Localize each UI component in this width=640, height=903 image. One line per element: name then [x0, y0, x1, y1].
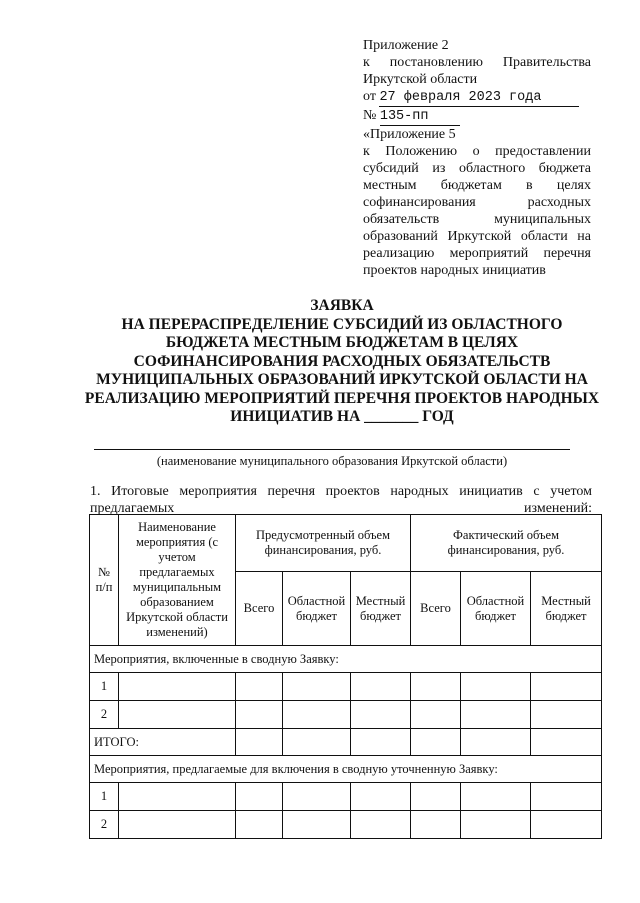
municipality-blank-line: [94, 449, 570, 450]
table-row: [90, 701, 602, 729]
header-planned-regional: Областной бюджет: [283, 572, 351, 646]
table-cell[interactable]: [119, 673, 236, 701]
table-cell[interactable]: [283, 811, 351, 839]
table-cell[interactable]: [236, 783, 283, 811]
section-proposed: Мероприятия, предлагаемые для включения в сводную уточненную Заявку:: [90, 756, 602, 783]
appendix-block: [363, 37, 591, 279]
table-cell[interactable]: [531, 811, 602, 839]
header-planned: Предусмотренный объем финансирования, руб.: [236, 515, 411, 572]
total-label: ИТОГО:: [90, 729, 236, 756]
table-cell[interactable]: [461, 729, 531, 756]
title-line: МУНИЦИПАЛЬНЫХ ОБРАЗОВАНИЙ ИРКУТСКОЙ ОБЛАСТИ НА: [96, 371, 588, 388]
table-cell[interactable]: [283, 783, 351, 811]
table-row: [90, 673, 602, 701]
row-number: 2: [90, 811, 119, 839]
table-cell[interactable]: [461, 673, 531, 701]
sub-appendix-line: реализацию мероприятий перечня: [363, 246, 591, 261]
section-included: Мероприятия, включенные в сводную Заявку:: [90, 646, 602, 673]
header-planned-total: Всего: [236, 572, 283, 646]
table-cell[interactable]: [531, 783, 602, 811]
table-cell[interactable]: [411, 783, 461, 811]
row-number: 2: [90, 701, 119, 729]
table-cell[interactable]: [461, 811, 531, 839]
table-row: [90, 783, 602, 811]
table-cell[interactable]: [236, 729, 283, 756]
number-value: 135-пп: [380, 108, 460, 126]
title-line: БЮДЖЕТА МЕСТНЫМ БЮДЖЕТАМ В ЦЕЛЯХ: [165, 334, 519, 351]
table-cell[interactable]: [236, 701, 283, 729]
appendix-title: Приложение 2: [363, 38, 449, 53]
document-title: [80, 297, 604, 427]
table-cell[interactable]: [283, 673, 351, 701]
table-cell[interactable]: [351, 701, 411, 729]
paragraph-1-text: 1. Итоговые мероприятия перечня проектов народных инициатив с учетом предлагаемых изменений:: [90, 484, 592, 516]
measures-table: [89, 514, 602, 839]
table-cell[interactable]: [119, 811, 236, 839]
title-line: ЗАЯВКА: [310, 297, 374, 314]
appendix-region: Иркутской области: [363, 72, 478, 87]
row-number: 1: [90, 783, 119, 811]
header-name: Наименование мероприятия (с учетом предлагаемых муниципальным образованием Иркутской области изменений): [119, 515, 236, 646]
paragraph-1: [90, 483, 592, 517]
row-number: 1: [90, 673, 119, 701]
table-cell[interactable]: [531, 729, 602, 756]
table-cell[interactable]: [351, 811, 411, 839]
sub-appendix-line: софинансирования расходных: [363, 195, 591, 210]
number-prefix: №: [363, 108, 377, 123]
table-row: [90, 811, 602, 839]
appendix-date-line: [363, 88, 591, 107]
header-actual-regional: Областной бюджет: [461, 572, 531, 646]
sub-appendix-line: субсидий из областного бюджета: [363, 161, 591, 176]
sub-appendix-line: местным бюджетам в целях: [363, 178, 591, 193]
table-cell[interactable]: [236, 811, 283, 839]
date-prefix: от: [363, 89, 376, 104]
sub-appendix-line: к Положению о предоставлении: [363, 144, 591, 159]
title-line: РЕАЛИЗАЦИЮ МЕРОПРИЯТИЙ ПЕРЕЧНЯ ПРОЕКТОВ НАРОДНЫХ: [84, 389, 600, 407]
appendix-resolution-ref: к постановлению Правительства: [363, 55, 591, 70]
table-cell[interactable]: [283, 701, 351, 729]
table-cell[interactable]: [351, 729, 411, 756]
sub-appendix-line: образований Иркутской области на: [363, 229, 591, 244]
table-cell[interactable]: [411, 701, 461, 729]
date-value: 27 февраля 2023 года: [379, 89, 579, 107]
table-cell[interactable]: [351, 783, 411, 811]
sub-appendix-line: проектов народных инициатив: [363, 263, 546, 278]
table-cell[interactable]: [119, 783, 236, 811]
title-line: НА ПЕРЕРАСПРЕДЕЛЕНИЕ СУБСИДИЙ ИЗ ОБЛАСТНОГО: [121, 315, 563, 333]
table-cell[interactable]: [411, 673, 461, 701]
sub-appendix-title: «Приложение 5: [363, 127, 456, 142]
header-planned-local: Местный бюджет: [351, 572, 411, 646]
header-actual: Фактический объем финансирования, руб.: [411, 515, 602, 572]
header-actual-total: Всего: [411, 572, 461, 646]
header-num: № п/п: [90, 515, 119, 646]
title-line: ИНИЦИАТИВ НА _______ ГОД: [230, 408, 454, 425]
table-cell[interactable]: [461, 701, 531, 729]
table-cell[interactable]: [411, 811, 461, 839]
appendix-number-line: [363, 107, 591, 126]
table-cell[interactable]: [119, 701, 236, 729]
table-cell[interactable]: [283, 729, 351, 756]
table-cell[interactable]: [351, 673, 411, 701]
table-cell[interactable]: [461, 783, 531, 811]
table-cell[interactable]: [531, 701, 602, 729]
table-cell[interactable]: [411, 729, 461, 756]
table-cell[interactable]: [531, 673, 602, 701]
municipality-caption: (наименование муниципального образования Иркутской области): [156, 454, 508, 468]
table-cell[interactable]: [236, 673, 283, 701]
total-row: [90, 729, 602, 756]
title-line: СОФИНАНСИРОВАНИЯ РАСХОДНЫХ ОБЯЗАТЕЛЬСТВ: [133, 352, 551, 370]
header-actual-local: Местный бюджет: [531, 572, 602, 646]
sub-appendix-line: обязательств муниципальных: [363, 212, 591, 227]
